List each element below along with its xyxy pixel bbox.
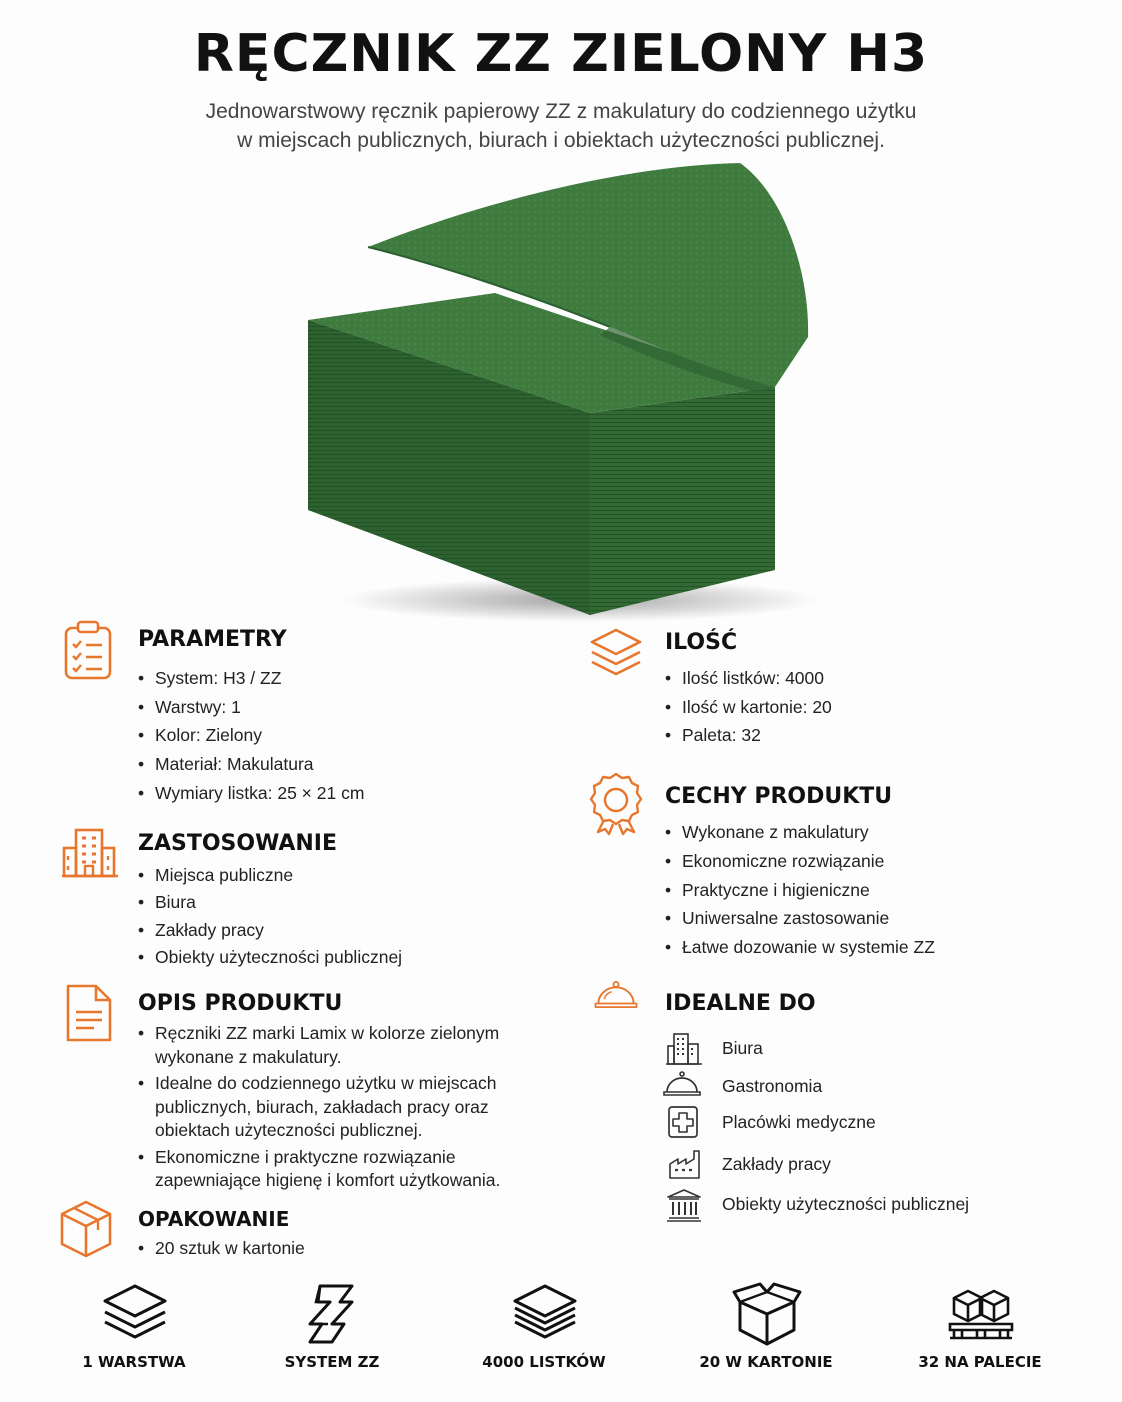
section-cechy-produktu (588, 772, 1028, 972)
section-idealne-do (586, 980, 1026, 1230)
list-item: • Biura (138, 889, 498, 916)
ideal-item-gastronomia (664, 1070, 1024, 1106)
ideal-item-label: Placówki medyczne (722, 1112, 876, 1132)
badge-20-w-kartonie (666, 1282, 866, 1382)
cloche-icon (664, 1070, 700, 1104)
ideal-item-label: Obiekty użyteczności publicznej (722, 1194, 970, 1214)
list-item: • Uniwersalne zastosowanie (665, 904, 1025, 933)
open-box-icon (732, 1282, 802, 1346)
badge-4000-listkow (444, 1282, 644, 1382)
ideal-item-biura (666, 1032, 1026, 1068)
list-item: • System: H3 / ZZ (138, 664, 498, 693)
list-item: • Warstwy: 1 (138, 693, 498, 722)
list-item: • Ilość listków: 4000 (665, 664, 1025, 693)
list-item: • Łatwe dozowanie w systemie ZZ (665, 933, 1025, 962)
badge-label: 32 NA PALECIE (918, 1353, 1042, 1371)
opakowanie-heading: OPAKOWANIE (138, 1207, 290, 1231)
badge-label: 1 WARSTWA (82, 1353, 186, 1371)
list-item: • Ręczniki ZZ marki Lamix w kolorze zielonym wykonane z makulatury. (138, 1022, 513, 1069)
ideal-item-obiekty-publiczne (666, 1188, 1026, 1224)
subtitle-line-1: Jednowarstwowy ręcznik papierowy ZZ z makulatury do codziennego użytku (205, 100, 917, 123)
badge-label: SYSTEM ZZ (284, 1353, 380, 1371)
factory-icon (668, 1148, 704, 1182)
list-item: • Wykonane z makulatury (665, 818, 1025, 847)
badge-system-zz (232, 1282, 432, 1382)
box-icon (58, 1200, 114, 1260)
zz-fold-icon (298, 1282, 368, 1346)
list-item: • Wymiary listka: 25 × 21 cm (138, 779, 498, 808)
clipboard-icon (62, 620, 118, 680)
list-item: • Kolor: Zielony (138, 721, 498, 750)
idealne-heading: IDEALNE DO (665, 991, 816, 1016)
zastosowanie-list (138, 862, 498, 971)
opis-list (138, 1022, 513, 1193)
subtitle-line-2: w miejscach publicznych, biurach i obiektach użyteczności publicznej. (237, 129, 885, 152)
pallet-icon (946, 1282, 1016, 1346)
section-opis-produktu (62, 984, 512, 1194)
page-title: RĘCZNIK ZZ ZIELONY H3 (193, 24, 929, 84)
section-zastosowanie (62, 826, 502, 976)
badge-32-na-palecie (880, 1282, 1080, 1382)
opis-heading: OPIS PRODUKTU (138, 991, 343, 1016)
badge-label: 4000 LISTKÓW (482, 1353, 606, 1371)
public-building-icon (666, 1188, 702, 1222)
medical-cross-icon (668, 1106, 704, 1140)
stack-icon (510, 1282, 580, 1346)
page-subtitle (120, 97, 1002, 155)
section-ilosc (588, 626, 1028, 756)
ilosc-list (665, 664, 1025, 750)
list-item: • Obiekty użyteczności publicznej (138, 944, 498, 971)
award-icon (588, 772, 644, 832)
section-parametry (62, 620, 502, 810)
ideal-item-label: Biura (722, 1038, 763, 1058)
list-item: • Paleta: 32 (665, 721, 1025, 750)
list-item: • Ilość w kartonie: 20 (665, 693, 1025, 722)
ideal-item-label: Zakłady pracy (722, 1154, 831, 1174)
list-item: • Praktyczne i higieniczne (665, 876, 1025, 905)
badge-label: 20 W KARTONIE (699, 1353, 833, 1371)
parametry-heading: PARAMETRY (138, 627, 287, 652)
section-opakowanie (58, 1200, 498, 1266)
ideal-item-zaklady-pracy (668, 1148, 1028, 1184)
layers-icon (100, 1282, 170, 1346)
parametry-list (138, 664, 498, 808)
product-image (280, 155, 800, 625)
list-item: • Miejsca publiczne (138, 862, 498, 889)
list-item: • Zakłady pracy (138, 917, 498, 944)
list-item: • 20 sztuk w kartonie (138, 1236, 498, 1260)
building-icon (62, 826, 118, 886)
layers-icon (588, 626, 644, 686)
cechy-heading: CECHY PRODUKTU (665, 784, 893, 809)
cechy-list (665, 818, 1025, 962)
list-item: • Ekonomiczne rozwiązanie (665, 847, 1025, 876)
list-item: • Materiał: Makulatura (138, 750, 498, 779)
document-icon (62, 984, 118, 1044)
office-building-icon (666, 1032, 702, 1066)
badge-1-warstwa (34, 1282, 234, 1382)
opakowanie-list (138, 1236, 498, 1260)
ilosc-heading: ILOŚĆ (665, 630, 738, 655)
ideal-item-label: Gastronomia (722, 1076, 823, 1096)
list-item: • Ekonomiczne i praktyczne rozwiązanie zapewniające higienę i komfort użytkowania. (138, 1146, 513, 1193)
ideal-item-placowki-medyczne (668, 1106, 1028, 1142)
cloche-icon (586, 980, 646, 1024)
list-item: • Idealne do codziennego użytku w miejscach publicznych, biurach, zakładach pracy oraz obiektach użyteczności publicznej. (138, 1072, 513, 1143)
zastosowanie-heading: ZASTOSOWANIE (138, 831, 338, 856)
